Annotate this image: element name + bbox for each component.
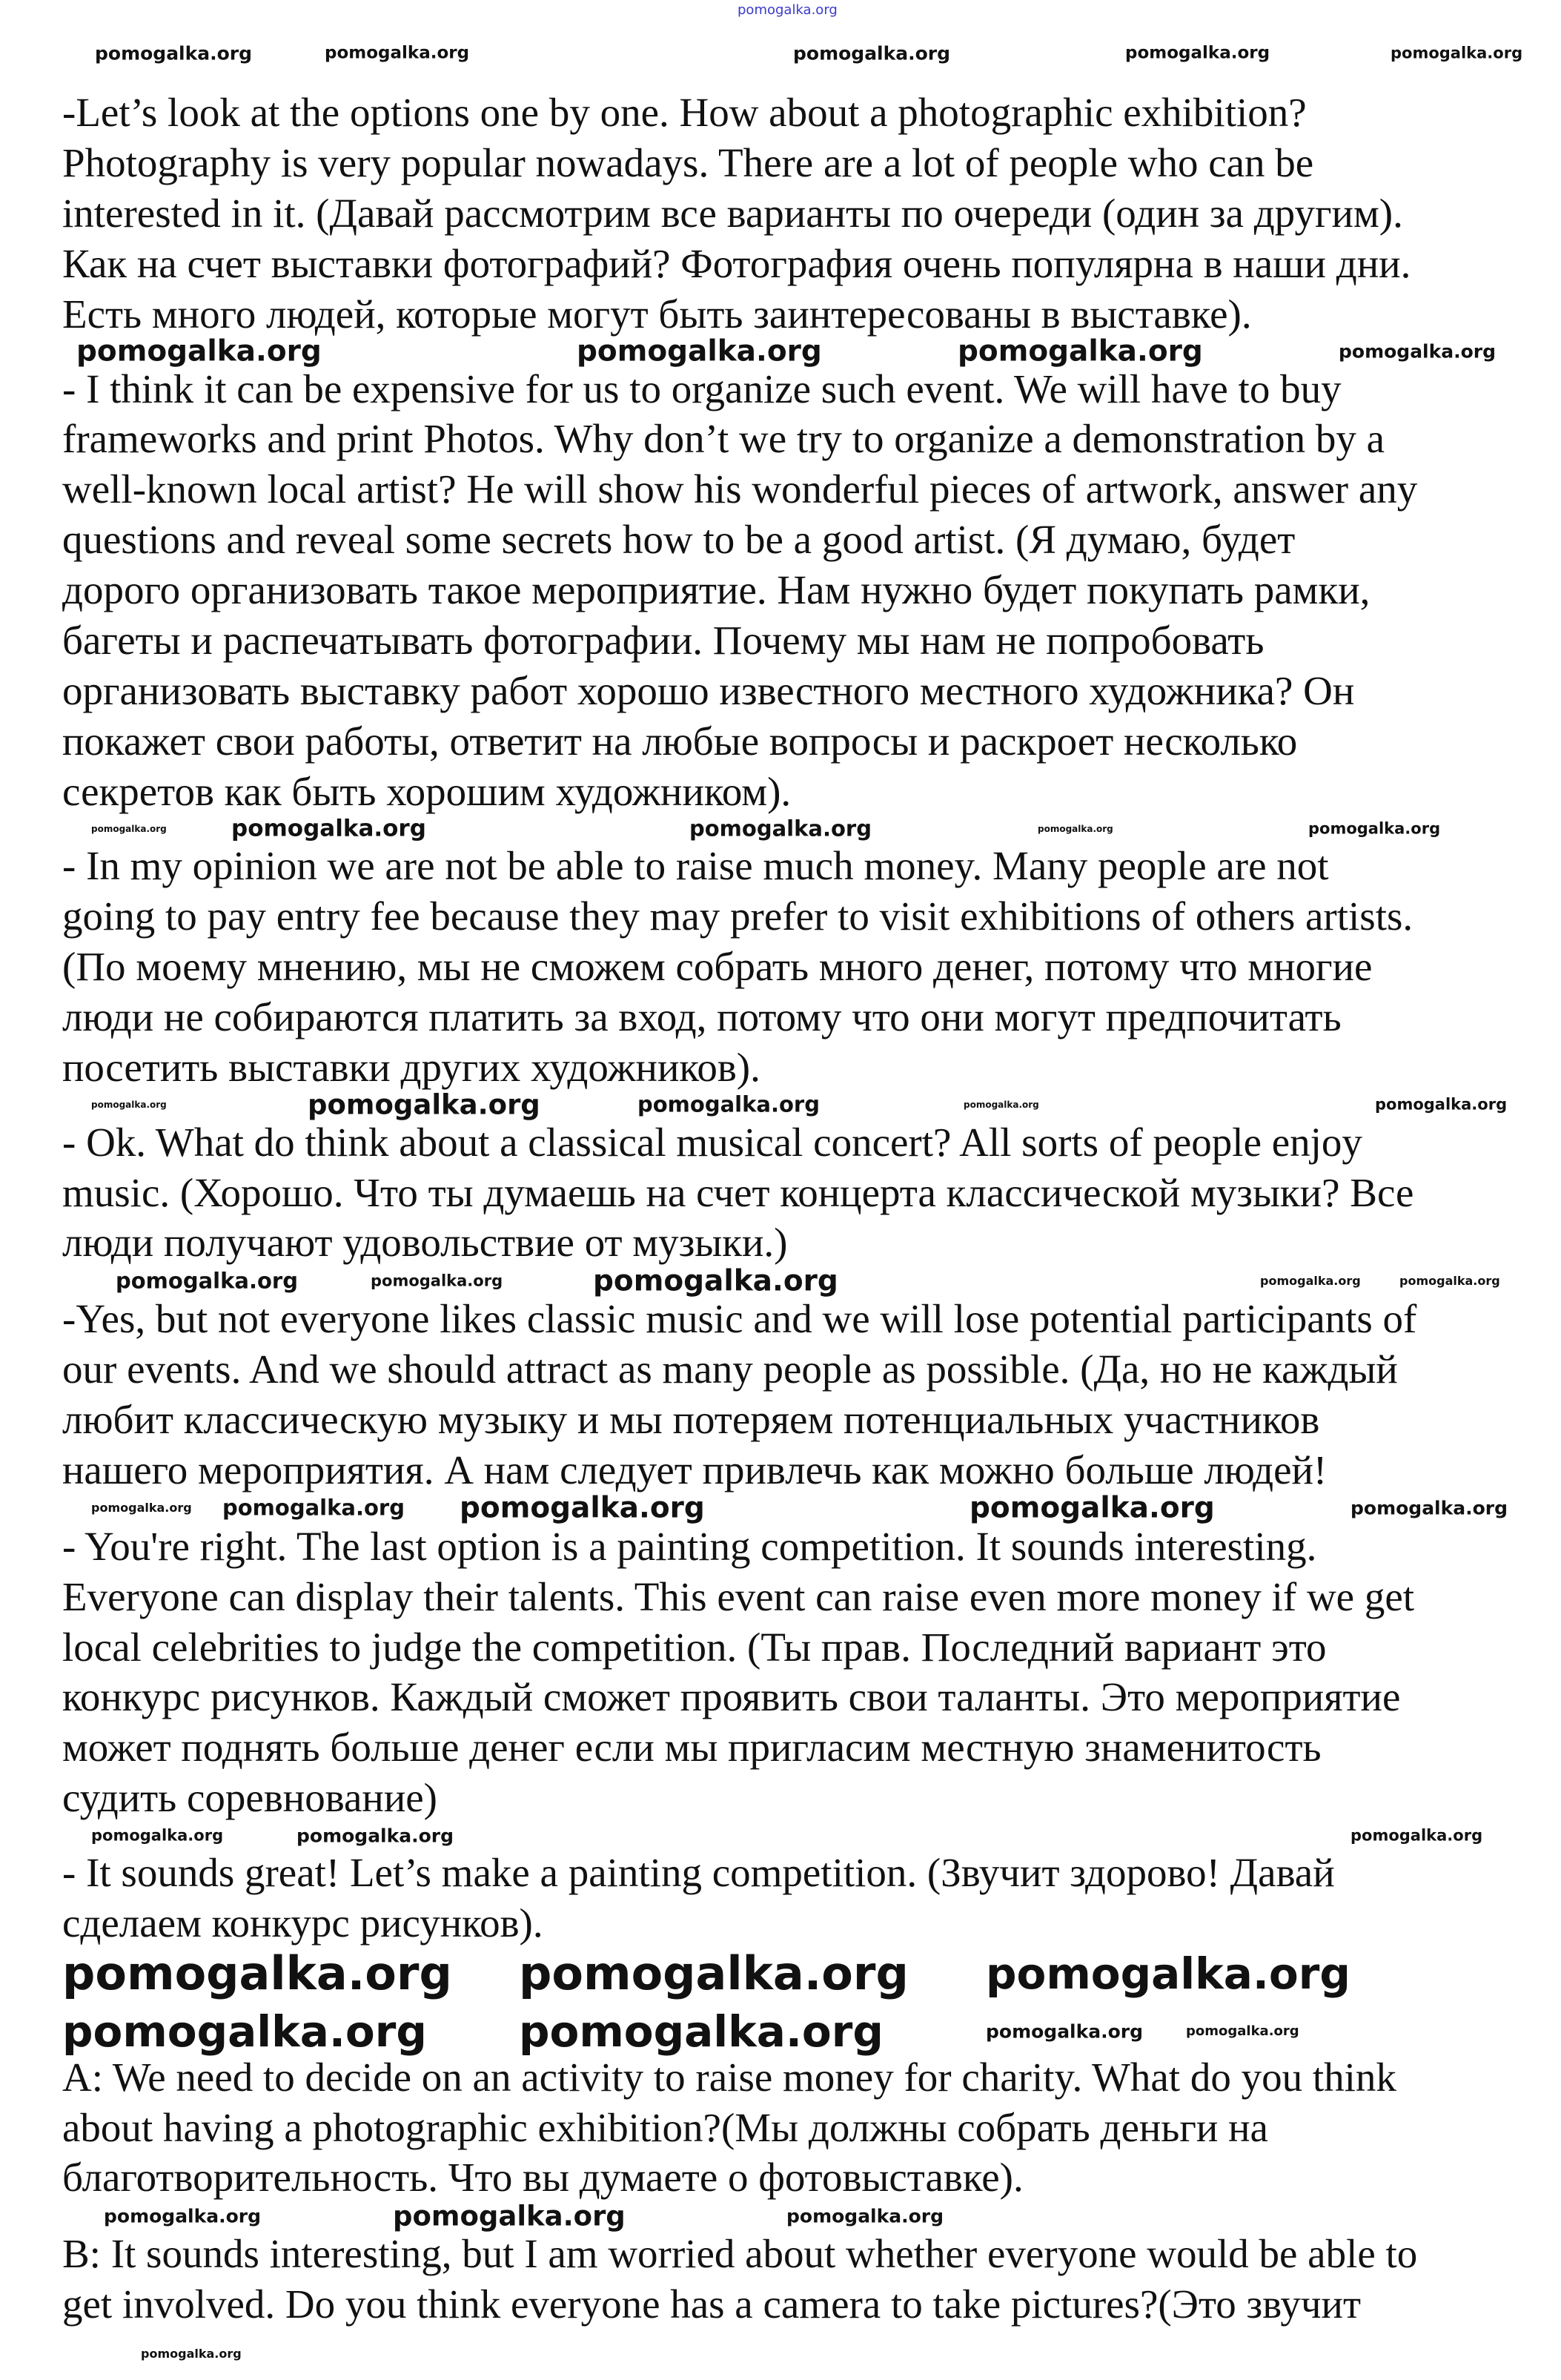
text-line: our events. And we should attract as many people as possible. (Да, но не каждый [62, 1346, 1398, 1392]
watermark: pomogalka.org [91, 1826, 224, 1845]
watermark: pomogalka.org [1339, 340, 1497, 363]
text-line: посетить выставки других художников). [62, 1044, 760, 1090]
watermark: pomogalka.org [786, 2205, 944, 2227]
watermark: pomogalka.org [1399, 1274, 1500, 1288]
watermark: pomogalka.org [231, 815, 426, 842]
text-line: frameworks and print Photos. Why don’t we try to organize a demonstration by a [62, 416, 1385, 462]
watermark: pomogalka.org [1260, 1274, 1361, 1288]
text-line: A: We need to decide on an activity to raise money for charity. What do you think [62, 2054, 1396, 2100]
watermark: pomogalka.org [964, 1100, 1039, 1110]
text-line: может поднять больше денег если мы пригласим местную знаменитость [62, 1725, 1322, 1771]
watermark: pomogalka.org [1375, 1095, 1508, 1114]
watermark: pomogalka.org [308, 1088, 540, 1121]
watermark: pomogalka.org [689, 816, 872, 842]
watermark: pomogalka.org [91, 824, 167, 834]
watermark: pomogalka.org [986, 2020, 1144, 2043]
text-line: люди получают удовольствие от музыки.) [62, 1220, 788, 1266]
watermark: pomogalka.org [793, 42, 951, 65]
text-line: interested in it. (Давай рассмотрим все варианты по очереди (один за другим). [62, 190, 1403, 236]
text-line: music. (Хорошо. Что ты думаешь на счет концерта классической музыки? Все [62, 1169, 1414, 1215]
watermark: pomogalka.org [986, 1948, 1350, 1999]
watermark: pomogalka.org [62, 1946, 452, 2000]
text-line: нашего мероприятия. А нам следует привлечь как можно больше людей! [62, 1447, 1328, 1493]
text-line: дорого организовать такое мероприятие. Нам нужно будет покупать рамки, [62, 567, 1371, 613]
watermark: pomogalka.org [577, 334, 822, 368]
text-line: судить соревнование) [62, 1775, 437, 1821]
text-line: (По моему мнению, мы не сможем собрать много денег, потому что многие [62, 944, 1373, 990]
text-line: - I think it can be expensive for us to organize such event. We will have to buy [62, 366, 1342, 411]
watermark: pomogalka.org [141, 2347, 242, 2361]
watermark: pomogalka.org [371, 1272, 503, 1290]
text-line: about having a photographic exhibition?(Мы должны собрать деньги на [62, 2104, 1268, 2150]
text-line: get involved. Do you think everyone has a camera to take pictures?(Это звучит [62, 2281, 1361, 2327]
watermark: pomogalka.org [970, 1491, 1215, 1525]
text-line: -Yes, but not everyone likes classic music and we will lose potential participants of [62, 1296, 1417, 1342]
text-line: благотворительность. Что вы думаете о фотовыставке). [62, 2155, 1024, 2201]
text-line: Есть много людей, которые могут быть заинтересованы в выставке). [62, 291, 1252, 337]
watermark: pomogalka.org [958, 334, 1203, 368]
watermark: pomogalka.org [519, 2006, 884, 2057]
watermark: pomogalka.org [738, 2, 838, 18]
text-line: сделаем конкурс рисунков). [62, 1900, 543, 1946]
text-line: - In my opinion we are not be able to raise much money. Many people are not [62, 843, 1329, 889]
text-line: - You're right. The last option is a painting competition. It sounds interesting. [62, 1523, 1317, 1569]
watermark: pomogalka.org [1038, 824, 1113, 834]
text-line: Photography is very popular nowadays. There are a lot of people who can be [62, 140, 1314, 186]
text-line: конкурс рисунков. Каждый сможет проявить свои таланты. Это мероприятие [62, 1674, 1401, 1720]
watermark: pomogalka.org [62, 2006, 427, 2057]
text-line: going to pay entry fee because they may prefer to visit exhibitions of others artists. [62, 893, 1413, 939]
text-line: local celebrities to judge the competition. (Ты прав. Последний вариант это [62, 1624, 1327, 1670]
watermark: pomogalka.org [1308, 819, 1441, 838]
text-line: - It sounds great! Let’s make a painting competition. (Звучит здорово! Давай [62, 1849, 1335, 1895]
watermark: pomogalka.org [637, 1091, 820, 1117]
watermark: pomogalka.org [91, 1501, 192, 1515]
text-line: B: It sounds interesting, but I am worried about whether everyone would be able to [62, 2231, 1418, 2277]
text-line: организовать выставку работ хорошо известного местного художника? Он [62, 667, 1355, 713]
watermark: pomogalka.org [222, 1495, 405, 1521]
watermark: pomogalka.org [95, 42, 253, 65]
text-line: люди не собираются платить за вход, потому что они могут предпочитать [62, 994, 1342, 1040]
watermark: pomogalka.org [76, 334, 322, 368]
text-line: Как на счет выставки фотографий? Фотография очень популярна в наши дни. [62, 240, 1411, 286]
watermark: pomogalka.org [104, 2205, 262, 2227]
watermark: pomogalka.org [325, 43, 470, 63]
watermark: pomogalka.org [1391, 44, 1523, 62]
text-line: багеты и распечатывать фотографии. Почему мы нам не попробовать [62, 617, 1265, 663]
watermark: pomogalka.org [519, 1946, 909, 2000]
text-line: - Ok. What do think about a classical musical concert? All sorts of people enjoy [62, 1119, 1362, 1165]
text-line: questions and reveal some secrets how to be a good artist. (Я думаю, будет [62, 517, 1296, 563]
watermark: pomogalka.org [1186, 2023, 1299, 2039]
watermark: pomogalka.org [593, 1264, 838, 1298]
watermark: pomogalka.org [460, 1491, 705, 1525]
text-line: покажет свои работы, ответит на любые вопросы и раскроет несколько [62, 718, 1298, 764]
watermark: pomogalka.org [296, 1825, 454, 1847]
text-line: любит классическую музыку и мы потеряем потенциальных участников [62, 1397, 1320, 1443]
text-line: well-known local artist? He will show his wonderful pieces of artwork, answer any [62, 466, 1418, 512]
watermark: pomogalka.org [116, 1268, 298, 1294]
watermark: pomogalka.org [91, 1100, 167, 1110]
watermark: pomogalka.org [1350, 1497, 1508, 1519]
text-line: секретов как быть хорошим художником). [62, 768, 792, 814]
text-line: Everyone can display their talents. This event can raise even more money if we get [62, 1573, 1415, 1619]
watermark: pomogalka.org [393, 2200, 626, 2232]
text-line: -Let’s look at the options one by one. How about a photographic exhibition? [62, 90, 1307, 136]
watermark: pomogalka.org [1350, 1826, 1483, 1845]
watermark: pomogalka.org [1125, 43, 1270, 63]
